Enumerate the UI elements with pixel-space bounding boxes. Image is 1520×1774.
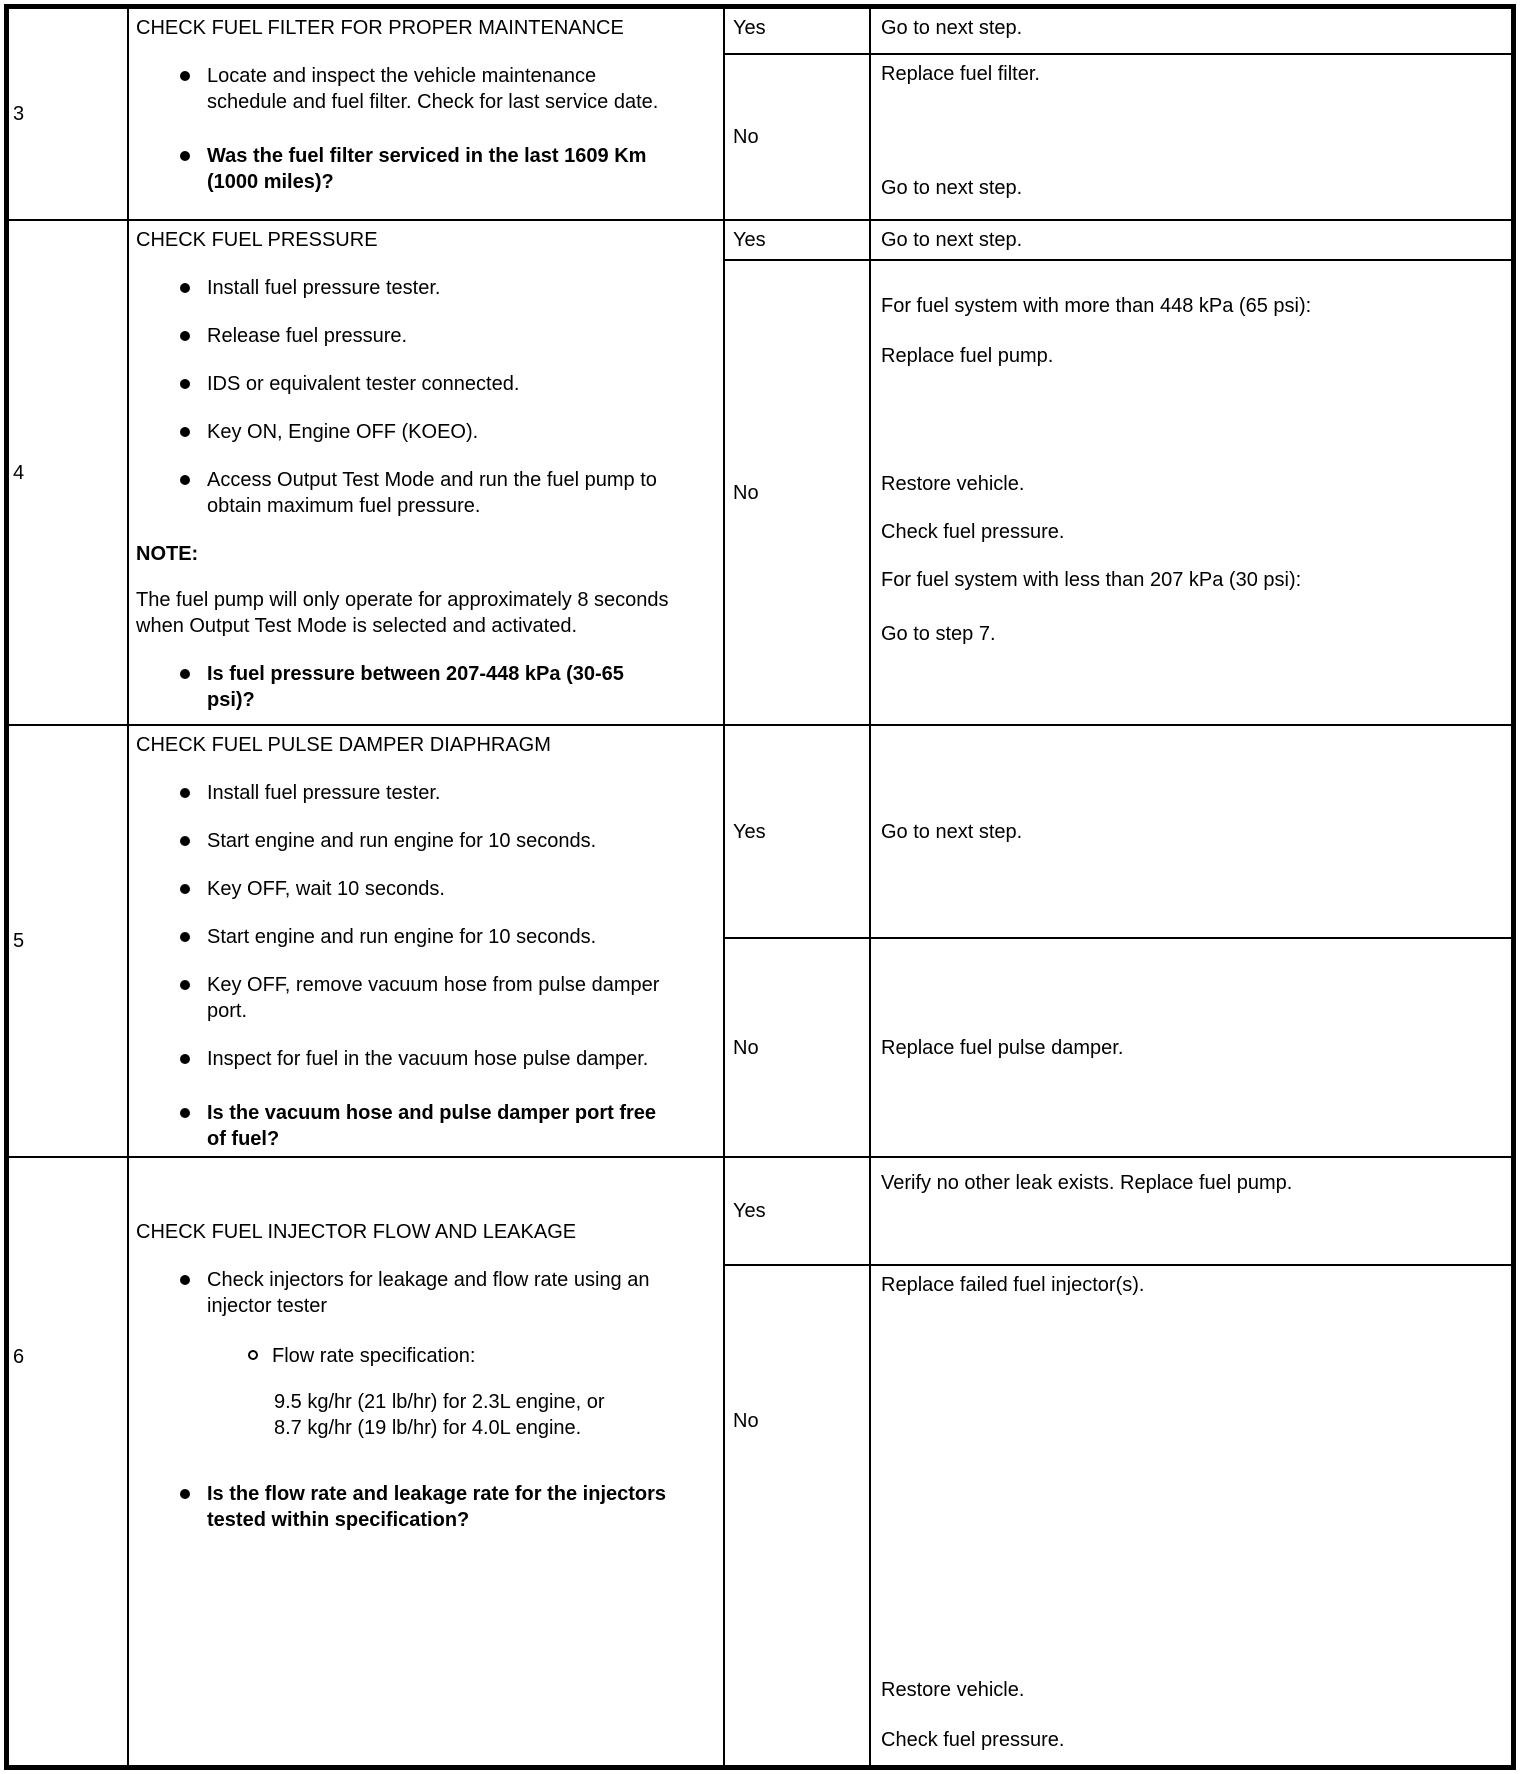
step-number: 5 (13, 930, 25, 952)
procedure-bullet (180, 1267, 715, 1319)
procedure-question (180, 1481, 715, 1533)
step-number-cell (9, 726, 129, 1156)
procedure-cell (129, 221, 725, 724)
bullet-icon (180, 151, 190, 161)
answer-yes-label: Yes (733, 1200, 766, 1222)
action-text: Verify no other leak exists. Replace fuel pump. (881, 1172, 1293, 1194)
bullet-icon (180, 71, 190, 81)
spec-line: 9.5 kg/hr (21 lb/hr) for 2.3L engine, or (274, 1391, 605, 1413)
action-text: Replace failed fuel injector(s). (881, 1274, 1145, 1296)
bullet-icon (180, 1489, 190, 1499)
procedure-sub-bullet (248, 1343, 715, 1369)
step-number-cell (9, 9, 129, 219)
bullet-text: Install fuel pressure tester. (207, 277, 441, 299)
answer-no-cell (725, 261, 871, 724)
action-text: Restore vehicle. (881, 1679, 1025, 1701)
no-subrow (725, 261, 1511, 724)
procedure-cell (129, 726, 725, 1156)
bullet-icon (180, 283, 190, 293)
spec-line: 8.7 kg/hr (19 lb/hr) for 4.0L engine. (274, 1417, 582, 1439)
bullet-icon (180, 1054, 190, 1064)
table-row-step-3 (9, 9, 1511, 221)
yes-subrow (725, 1158, 1511, 1266)
bullet-icon (180, 980, 190, 990)
procedure-cell (129, 9, 725, 219)
action-text: For fuel system with more than 448 kPa (65 psi): (881, 295, 1312, 317)
pinpoint-test-table (4, 4, 1516, 1770)
action-text: Replace fuel pulse damper. (881, 1036, 1124, 1059)
no-subrow (725, 1266, 1511, 1765)
note-text: The fuel pump will only operate for approximately 8 seconds when Output Test Mode is selected and activated. (136, 589, 669, 637)
bullet-icon (180, 788, 190, 798)
question-text: Was the fuel filter serviced in the last 1609 Km (1000 miles)? (207, 145, 647, 193)
action-cell-no (871, 261, 1511, 724)
procedure-bullet (180, 419, 715, 445)
bullet-text: Install fuel pressure tester. (207, 782, 441, 804)
action-text: Replace fuel pump. (881, 345, 1054, 367)
procedure-question (180, 1100, 715, 1152)
procedure-bullet (180, 63, 715, 115)
action-cell-yes (871, 9, 1511, 53)
bullet-text: Inspect for fuel in the vacuum hose pulse damper. (207, 1048, 649, 1070)
yes-subrow (725, 726, 1511, 939)
question-text: Is the flow rate and leakage rate for the injectors tested within specification? (207, 1483, 667, 1531)
procedure-bullet (180, 371, 715, 397)
answer-no-label: No (733, 126, 759, 148)
bullet-icon (180, 884, 190, 894)
procedure-bullet (180, 1046, 715, 1072)
procedure-cell (129, 1158, 725, 1765)
action-text: Check fuel pressure. (881, 1729, 1065, 1751)
table-row-step-6 (9, 1158, 1511, 1765)
bullet-text: Start engine and run engine for 10 seconds. (207, 830, 597, 852)
bullet-icon (180, 331, 190, 341)
answer-no-label: No (733, 1410, 759, 1432)
action-text: Go to next step. (881, 820, 1023, 843)
answer-yes-label: Yes (733, 229, 766, 251)
table-row-step-4 (9, 221, 1511, 726)
procedure-bullet (180, 972, 715, 1024)
answer-yes-cell (725, 221, 871, 259)
sub-bullet-text: Flow rate specification: (272, 1345, 476, 1367)
results-column (725, 9, 1511, 219)
note-label: NOTE: (136, 543, 199, 565)
bullet-text: Start engine and run engine for 10 seconds. (207, 926, 597, 948)
action-cell-no (871, 1266, 1511, 1765)
bullet-icon (180, 1108, 190, 1118)
question-text: Is fuel pressure between 207-448 kPa (30-65 psi)? (207, 663, 624, 711)
procedure-title: CHECK FUEL INJECTOR FLOW AND LEAKAGE (136, 1221, 577, 1243)
answer-no-label: No (733, 481, 759, 504)
procedure-bullet (180, 275, 715, 301)
action-cell-no (871, 939, 1511, 1156)
step-number: 3 (13, 103, 25, 125)
procedure-bullet (180, 323, 715, 349)
step-number-cell (9, 221, 129, 724)
flow-rate-spec (274, 1389, 715, 1441)
results-column (725, 221, 1511, 724)
open-circle-bullet-icon (248, 1350, 258, 1360)
answer-no-label: No (733, 1036, 759, 1059)
bullet-text: Locate and inspect the vehicle maintenance schedule and fuel filter. Check for last service date. (207, 65, 659, 113)
bullet-icon (180, 1275, 190, 1285)
bullet-text: Release fuel pressure. (207, 325, 408, 347)
step-number: 4 (13, 461, 25, 484)
table-row-step-5 (9, 726, 1511, 1158)
bullet-text: IDS or equivalent tester connected. (207, 373, 520, 395)
action-cell-no (871, 55, 1511, 219)
action-text: Check fuel pressure. (881, 521, 1065, 543)
bullet-icon (180, 836, 190, 846)
action-cell-yes (871, 726, 1511, 937)
action-cell-yes (871, 221, 1511, 259)
answer-no-cell (725, 1266, 871, 1765)
no-subrow (725, 55, 1511, 219)
bullet-text: Key OFF, remove vacuum hose from pulse damper port. (207, 974, 660, 1022)
procedure-question (180, 661, 715, 713)
action-text: Restore vehicle. (881, 473, 1025, 495)
yes-subrow (725, 9, 1511, 55)
procedure-question (180, 143, 715, 195)
procedure-bullet (180, 876, 715, 902)
action-text: Replace fuel filter. (881, 63, 1040, 85)
no-subrow (725, 939, 1511, 1156)
procedure-bullet (180, 924, 715, 950)
answer-yes-cell (725, 726, 871, 937)
action-text: Go to step 7. (881, 623, 996, 645)
bullet-text: Key OFF, wait 10 seconds. (207, 878, 445, 900)
procedure-title: CHECK FUEL FILTER FOR PROPER MAINTENANCE (136, 17, 624, 39)
procedure-title: CHECK FUEL PULSE DAMPER DIAPHRAGM (136, 734, 551, 756)
bullet-icon (180, 475, 190, 485)
bullet-icon (180, 669, 190, 679)
bullet-text: Access Output Test Mode and run the fuel pump to obtain maximum fuel pressure. (207, 469, 657, 517)
action-text: Go to next step. (881, 17, 1023, 39)
answer-yes-label: Yes (733, 17, 766, 39)
step-number: 6 (13, 1346, 25, 1368)
action-cell-yes (871, 1158, 1511, 1264)
question-text: Is the vacuum hose and pulse damper port free of fuel? (207, 1102, 657, 1150)
bullet-icon (180, 932, 190, 942)
answer-no-cell (725, 939, 871, 1156)
yes-subrow (725, 221, 1511, 261)
procedure-bullet (180, 780, 715, 806)
answer-yes-label: Yes (733, 820, 766, 843)
bullet-icon (180, 379, 190, 389)
action-text: Go to next step. (881, 177, 1023, 199)
procedure-bullet (180, 828, 715, 854)
results-column (725, 726, 1511, 1156)
bullet-text: Key ON, Engine OFF (KOEO). (207, 421, 479, 443)
bullet-text: Check injectors for leakage and flow rate using an injector tester (207, 1269, 650, 1317)
answer-no-cell (725, 55, 871, 219)
answer-yes-cell (725, 1158, 871, 1264)
bullet-icon (180, 427, 190, 437)
answer-yes-cell (725, 9, 871, 53)
procedure-title: CHECK FUEL PRESSURE (136, 229, 378, 251)
results-column (725, 1158, 1511, 1765)
action-text: Go to next step. (881, 229, 1023, 251)
action-text: For fuel system with less than 207 kPa (30 psi): (881, 569, 1302, 591)
procedure-bullet (180, 467, 715, 519)
step-number-cell (9, 1158, 129, 1765)
